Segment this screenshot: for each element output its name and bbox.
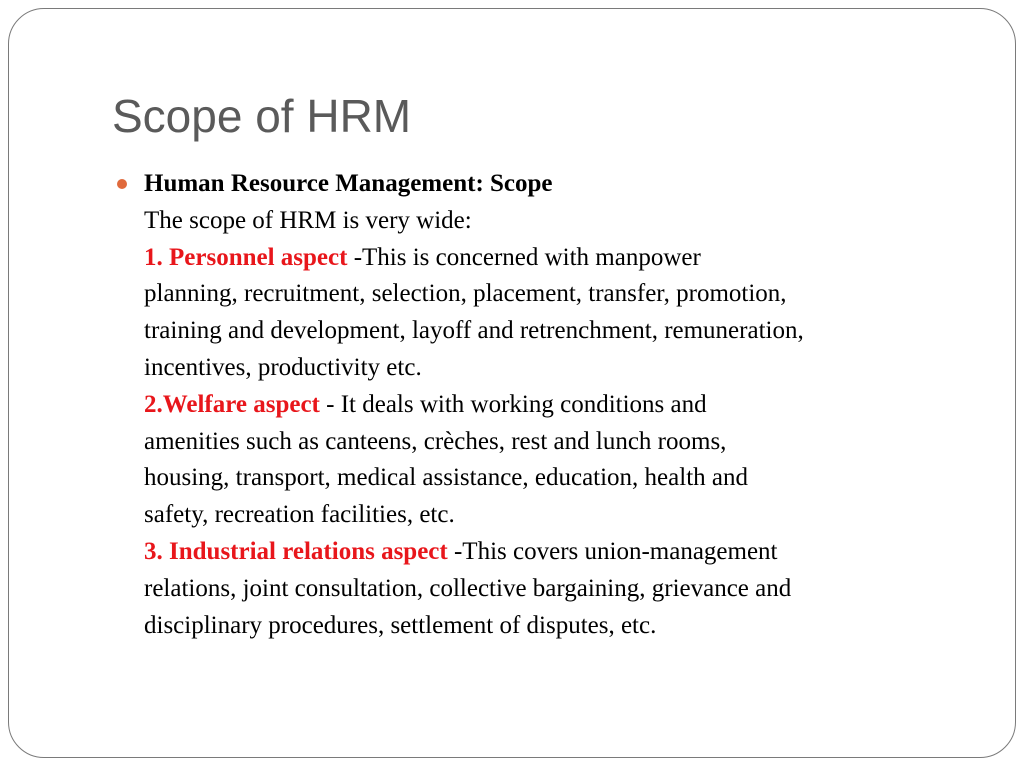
aspect-personnel-title: 1. Personnel aspect [144, 243, 348, 271]
aspect-personnel-text: -This is concerned with manpower [347, 243, 701, 271]
bullet-content [144, 166, 973, 644]
aspect-industrial-title: 3. Industrial relations aspect [144, 537, 448, 565]
bullet-dot-icon [117, 179, 127, 189]
aspect-welfare-title: 2.Welfare aspect [144, 390, 320, 418]
aspect-personnel-first-line [144, 240, 973, 277]
aspect-industrial-line: relations, joint consultation, collective bargaining, grievance and [144, 574, 792, 602]
aspect-personnel-line: planning, recruitment, selection, placement, transfer, promotion, [144, 280, 787, 308]
aspect-welfare-line: housing, transport, medical assistance, education, health and [144, 464, 748, 492]
scope-intro: The scope of HRM is very wide: [144, 206, 472, 234]
aspect-industrial-first-line [144, 534, 973, 571]
slide-title: Scope of HRM [112, 90, 412, 142]
aspect-industrial-text: -This covers union-management [447, 537, 778, 565]
aspect-welfare-text: - It deals with working conditions and [319, 390, 707, 418]
aspect-personnel-line: incentives, productivity etc. [144, 353, 422, 381]
aspect-industrial-line: disciplinary procedures, settlement of disputes, etc. [144, 611, 657, 639]
aspect-welfare-line: amenities such as canteens, crèches, rest and lunch rooms, [144, 427, 727, 455]
aspect-welfare-first-line [144, 387, 973, 424]
aspect-personnel-line: training and development, layoff and retrenchment, remuneration, [144, 317, 804, 345]
slide-body [113, 166, 973, 644]
scope-heading: Human Resource Management: Scope [144, 170, 553, 197]
aspect-welfare-line: safety, recreation facilities, etc. [144, 501, 455, 529]
